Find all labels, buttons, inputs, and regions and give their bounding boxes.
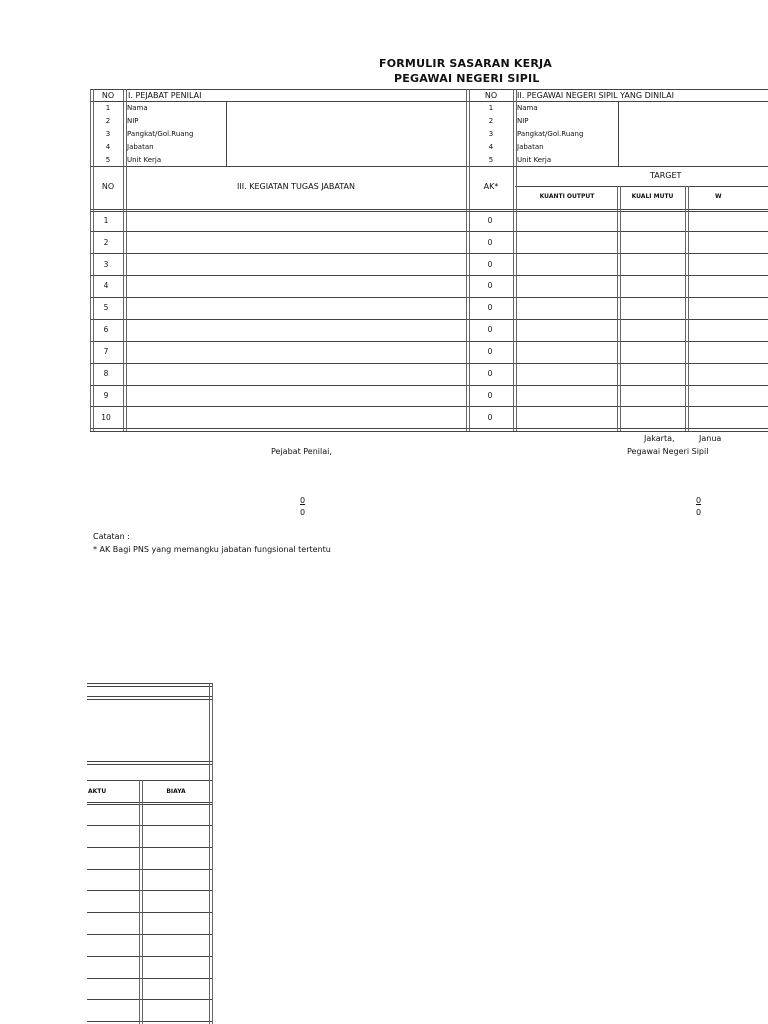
signature-place: Jakarta, (644, 434, 675, 443)
field-nip-label: NIP (127, 117, 139, 125)
col-waktu-cont: AKTU (88, 788, 107, 795)
pns-title: Pegawai Negeri Sipil (627, 447, 709, 456)
field-no: 5 (488, 156, 494, 164)
row-no: 4 (103, 281, 109, 290)
field-no: 3 (105, 130, 111, 138)
field-no: 5 (105, 156, 111, 164)
field-jabatan-label: Jabatan (127, 143, 154, 151)
row-no: 9 (103, 391, 109, 400)
row-no: 5 (103, 303, 109, 312)
form-subtitle: PEGAWAI NEGERI SIPIL (394, 72, 540, 85)
header-no-right: NO (484, 91, 498, 100)
col-waktu-partial: W (715, 193, 722, 200)
field-no: 3 (488, 130, 494, 138)
section-pejabat-penilai: I. PEJABAT PENILAI (128, 91, 202, 100)
field-nama-label: Nama (127, 104, 148, 112)
col-kuanti-output: KUANTI OUTPUT (539, 193, 595, 200)
field-no: 2 (105, 117, 111, 125)
field-no: 1 (105, 104, 111, 112)
field-no: 4 (488, 143, 494, 151)
row-no: 2 (103, 238, 109, 247)
row-ak: 0 (487, 216, 493, 225)
signature-date: Janua (699, 434, 722, 443)
field-no: 4 (105, 143, 111, 151)
row-no: 7 (103, 347, 109, 356)
field-unit-kerja-label: Unit Kerja (127, 156, 162, 164)
target-header: TARGET (650, 171, 682, 180)
field-jabatan-label: Jabatan (517, 143, 544, 151)
col-biaya: BIAYA (166, 788, 186, 795)
activity-kegiatan-header: III. KEGIATAN TUGAS JABATAN (237, 182, 355, 191)
section-pns-dinilai: II. PEGAWAI NEGERI SIPIL YANG DINILAI (517, 91, 674, 100)
form-title: FORMULIR SASARAN KERJA (379, 57, 553, 70)
row-ak: 0 (487, 369, 493, 378)
field-nama-label: Nama (517, 104, 538, 112)
field-pangkat-label: Pangkat/Gol.Ruang (127, 130, 194, 138)
row-ak: 0 (487, 281, 493, 290)
field-pangkat-label: Pangkat/Gol.Ruang (517, 130, 584, 138)
pejabat-penilai-title: Pejabat Penilai, (271, 447, 332, 456)
pejabat-nip: 0 (300, 508, 306, 517)
row-ak: 0 (487, 391, 493, 400)
field-no: 1 (488, 104, 494, 112)
pns-name: 0 (696, 496, 702, 505)
row-ak: 0 (487, 260, 493, 269)
row-ak: 0 (487, 413, 493, 422)
row-no: 3 (103, 260, 109, 269)
row-ak: 0 (487, 238, 493, 247)
row-no: 8 (103, 369, 109, 378)
activity-ak-header: AK* (483, 182, 499, 191)
field-unit-kerja-label: Unit Kerja (517, 156, 552, 164)
header-no-left: NO (101, 91, 115, 100)
notes-line: * AK Bagi PNS yang memangku jabatan fungsional tertentu (93, 545, 331, 554)
row-no: 1 (103, 216, 109, 225)
field-nip-label: NIP (517, 117, 529, 125)
field-no: 2 (488, 117, 494, 125)
row-ak: 0 (487, 303, 493, 312)
pejabat-name: 0 (300, 496, 306, 505)
row-ak: 0 (487, 325, 493, 334)
col-kuali-mutu: KUALI MUTU (631, 193, 674, 200)
row-no: 10 (101, 413, 111, 422)
row-ak: 0 (487, 347, 493, 356)
row-no: 6 (103, 325, 109, 334)
notes-heading: Catatan : (93, 532, 130, 541)
pns-nip: 0 (696, 508, 702, 517)
activity-no-header: NO (101, 182, 115, 191)
